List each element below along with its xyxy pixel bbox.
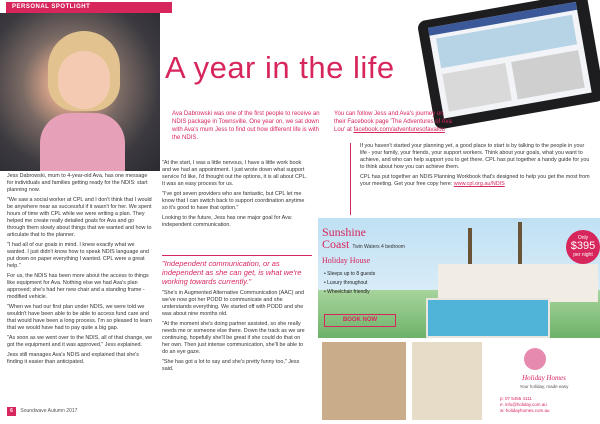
advert-photo-living — [322, 342, 406, 420]
feature-item: • Luxury throughout — [324, 280, 368, 286]
paragraph-text: CPL has put together an NDIS Planning Workbook that's designed to help you get the most from your meeting. Get your free copy here: — [360, 174, 590, 187]
tablet-screen — [428, 2, 592, 119]
pull-quote: "Independent communication, or as independent as she can get, is what we're working towards currently." — [162, 255, 312, 286]
advert-pool — [426, 298, 550, 338]
paragraph: "At the start, I was a little nervous, I have a little work book and we had an appointment. I just wrote down what support service I'd like, I'd thought out the options, it is all about CPL. It was an easy process for us. — [162, 160, 307, 187]
paragraph: "As soon as we went over to the NDIS, all of that change, we got the equipment and it was approved," Jess explained. — [7, 335, 153, 348]
paragraph — [360, 174, 590, 188]
feature-item: • Wheelchair friendly — [324, 289, 370, 295]
article-column-3 — [360, 143, 590, 188]
advert-title-1: Sunshine — [322, 225, 367, 239]
feature-item: • Sleeps up to 8 guests — [324, 271, 376, 277]
paragraph: "She has got a lot to say and she's pretty funny too," Jess said. — [162, 359, 300, 372]
paragraph: "I've got seven providers who are fantastic, but CPL let me know that I can switch back to support coordination anytime so it's good to have that option." — [162, 191, 305, 211]
contact-phone: p: 07 5455 4111 — [500, 396, 532, 401]
article-column-2 — [162, 160, 308, 229]
book-now-button[interactable]: BOOK NOW — [324, 314, 396, 327]
paragraph: "She's in Augmented Alternative Communication (AAC) and we've now got her PODD to communicate and she understands everything. We started off with PODD and she was about nine months old. — [162, 290, 304, 317]
advert-logo-panel — [490, 342, 598, 422]
price-unit: per night — [573, 252, 593, 258]
paragraph: "We saw a social worker at CPL and I don't think that I would be anywhere near as successful if it wasn't for her. We spent hours of time with CPL while we were writing a plan. They helped me create really detailed goals for Ava and go through them slowly about things that we wanted and how to articulate that to the planner. — [7, 197, 152, 238]
page-number: 6 — [7, 407, 16, 416]
paragraph: If you haven't started your planning yet, a good place to start is by talking to the people in your life - your family, your friends, your support workers. Think about your goals, what you want to achieve, and who can help support you to get there. CPL has put together a handy guide for you to think about how you can achieve them. — [360, 143, 590, 170]
photo-shirt — [40, 113, 125, 171]
page-footer — [7, 407, 77, 416]
article-column-2-continued — [162, 290, 308, 373]
facebook-link[interactable]: facebook.com/adventuresofavalou — [353, 127, 445, 133]
page-title: A year in the life — [165, 50, 395, 85]
paragraph: Jess Dabrowski, mum to 4-year-old Ava, has one message for individuals and families getting ready for the NDIS: start planning now. — [7, 173, 148, 193]
advert-contact — [500, 396, 596, 414]
workbook-link[interactable]: www.cpl.org.au/NDIS — [453, 181, 505, 187]
paragraph: "I had all of our goals in mind. I knew exactly what we wanted. I just didn't know how to speak NDIS language and put down on paper everything I wanted. CPL were a great help." — [7, 242, 149, 269]
intro-text: Ava Dabrowski was one of the first people to receive an NDIS package in Townsville. One year on, we sat down with Ava's mum Jess to find out how different life is with the NDIS. — [172, 111, 320, 141]
section-tag: PERSONAL SPOTLIGHT — [6, 2, 172, 13]
paragraph: "When we had our first plan under NDIS, we were told we wouldn't have been able to be able to access fund care and that would have been a long process. I'm so pleased to learn that we would have had to pay quite a big gap. — [7, 304, 152, 331]
advert-brand: Holiday Homes — [522, 374, 566, 382]
advert-title — [322, 226, 405, 267]
advert-tagline: Your holiday, made easy — [519, 384, 569, 389]
advert-sub: Twin Waters 4 bedroom — [352, 244, 405, 250]
advert-title-2: Coast — [322, 237, 350, 251]
price-value: $395 — [570, 240, 596, 252]
advert-house — [438, 264, 598, 302]
advert-photo-hall — [412, 342, 482, 420]
advert-features — [324, 270, 375, 297]
photo-face — [58, 51, 110, 109]
price-badge — [566, 230, 600, 264]
contact-web[interactable]: w: holidayhomes.com.au — [500, 408, 550, 413]
child-photo — [0, 13, 160, 171]
price-from: Only — [577, 235, 589, 241]
flower-icon — [524, 348, 546, 370]
paragraph: Jess still manages Ava's NDIS and explained that she's finding it easier than anticipated. — [7, 352, 140, 365]
contact-email[interactable]: e: info@holiday.com.au — [500, 402, 547, 407]
article-column-1 — [7, 173, 153, 366]
facebook-intro — [334, 110, 454, 134]
facebook-post-2 — [511, 50, 585, 99]
column-divider — [350, 143, 351, 215]
paragraph: Looking to the future, Jess has one major goal for Ava: independent communication. — [162, 215, 293, 228]
paragraph: "At the moment she's doing partner assisted, so she really needs me or someone else there. Down the track as we are continuing, hopefully she'll be great if she could do that on her own. Then just intense communication, she'll be able to do an eye gaze. — [162, 321, 305, 355]
holiday-advert — [318, 218, 600, 424]
footer-label: Soundwave Autumn 2017 — [20, 408, 78, 414]
facebook-intro-text: You can follow Jess and Ava's journey on their Facebook page 'The Adventures of Ava Lou' at — [334, 111, 452, 133]
advert-holiday: Holiday House — [322, 256, 371, 265]
facebook-post — [442, 63, 512, 112]
paragraph: For us, the NDIS has been more about the access to things like equipment for Ava. Nothing else we had Ava's plan approved; she's had her new chair and a standing frame - modified vehicle. — [7, 273, 149, 300]
